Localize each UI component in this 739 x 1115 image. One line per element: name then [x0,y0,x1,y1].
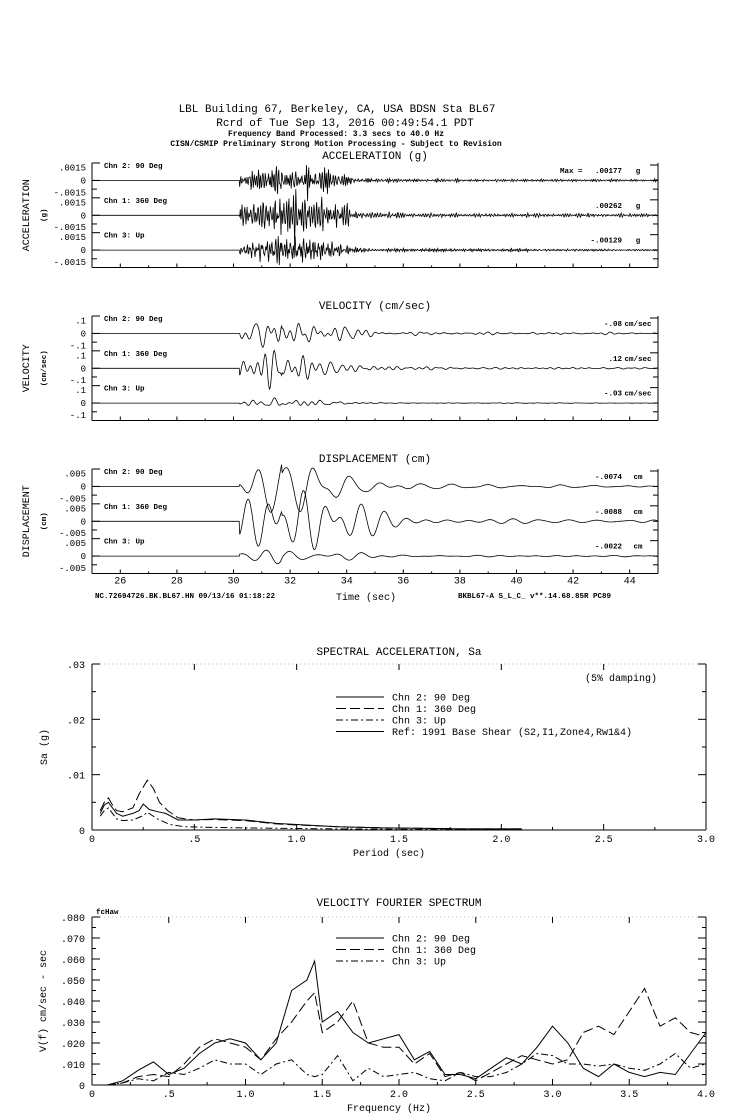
y-tick-label: 0 [78,827,85,838]
max-value: .00262 [594,202,622,211]
y-tick-label: -.0015 [53,223,86,234]
series-line-2 [92,988,706,1085]
y-tick-label: .005 [64,504,86,515]
max-unit: cm/sec [624,390,652,399]
waveform-chn3 [92,550,657,564]
header-record-time: Rcrd of Tue Sep 13, 2016 00:49:54.1 PDT [216,118,474,130]
y-tick-label: .005 [64,539,86,550]
y-tick-label: .1 [75,386,86,397]
y-tick-label: 0 [80,246,86,257]
y-tick-label: .01 [66,771,85,783]
x-axis-label: Time (sec) [335,593,397,604]
y-tick-label: -.0015 [53,258,86,268]
waveform-chn2 [92,465,657,513]
fourier-annotation: fcHaw [96,909,119,917]
y-axis-label: DISPLACEMENT [22,485,33,558]
y-tick-label: .0015 [58,198,86,209]
header-station: LBL Building 67, Berkeley, CA, USA BDSN Sta BL67 [178,104,496,116]
max-unit: g [635,237,641,246]
max-unit: cm [633,474,643,482]
waveform-chn1 [92,491,657,550]
x-tick-label: 28 [170,576,183,588]
channel-label: Chn 1: 360 Deg [104,197,168,206]
waveform-chn3 [92,236,657,265]
y-axis-label: Sa (g) [40,728,51,766]
x-tick-label: 3.0 [696,835,716,846]
max-value: .00177 [594,168,622,176]
y-tick-label: 0 [80,176,86,187]
x-tick-label: 30 [227,576,240,588]
x-tick-label: 38 [453,576,466,588]
x-tick-label: 2.0 [389,1090,409,1101]
header-processing-note: CISN/CSMIP Preliminary Strong Motion Processing - Subject to Revision [170,140,502,149]
y-tick-label: 0 [80,517,86,528]
y-tick-label: -.1 [69,411,86,421]
y-tick-label: .0015 [58,163,86,174]
y-tick-label: .070 [60,935,85,946]
x-tick-label: 2.5 [594,835,613,846]
max-value: -.0074 [594,474,622,482]
panel-title: DISPLACEMENT (cm) [318,454,432,466]
panel-title: VELOCITY (cm/sec) [318,301,432,313]
damping-annotation: (5% damping) [584,674,657,685]
x-tick-label: 1.0 [287,835,306,846]
y-tick-label: .03 [66,661,85,672]
x-tick-label: 26 [114,576,127,588]
y-tick-label: .010 [60,1061,85,1072]
y-tick-label: 0 [80,364,86,375]
max-unit: g [635,168,641,176]
x-tick-label: 1.0 [236,1090,255,1101]
y-tick-label: 0 [80,552,86,563]
y-axis-unit: (cm/sec) [41,350,49,387]
y-tick-label: .02 [66,716,85,728]
x-tick-label: 0 [88,1090,96,1101]
max-value: .12 [608,355,622,364]
y-tick-label: -.005 [58,529,86,540]
y-tick-label: .060 [60,956,85,967]
max-unit: g [635,202,641,211]
legend-label: Ref: 1991 Base Shear (S2,I1,Zone4,Rw1&4) [392,728,633,739]
y-tick-label: .050 [60,977,85,988]
waveform-chn2 [92,323,657,347]
channel-label: Chn 3: Up [104,385,145,394]
chart-title: SPECTRAL ACCELERATION, Sa [316,647,482,659]
y-tick-label: 0 [80,329,86,340]
x-tick-label: 2.5 [466,1090,485,1101]
legend-label: Chn 3: Up [392,957,447,969]
max-value: -.03 [603,390,622,399]
max-value: -.0022 [594,543,622,552]
y-tick-label: 0 [80,399,86,410]
y-axis-label: V(f) cm/sec - sec [39,949,50,1053]
channel-label: Chn 3: Up [104,538,145,547]
max-unit: cm [633,508,643,517]
x-tick-label: .5 [188,835,201,846]
y-tick-label: 0 [80,482,86,493]
y-tick-label: .040 [60,998,85,1009]
header-frequency-band: Frequency Band Processed: 3.3 secs to 40.0 Hz [227,130,445,139]
x-tick-label: 2.0 [492,835,511,846]
x-tick-label: 32 [284,576,297,588]
waveform-chn1 [92,189,657,246]
footer-version: BKBL67-A S_L_C_ v**.14.68.85R PC89 [458,593,612,601]
y-tick-label: .030 [60,1019,85,1030]
waveform-chn3 [92,398,657,405]
legend-label: Chn 1: 360 Deg [392,946,477,957]
max-unit: cm/sec [624,355,652,364]
max-unit: cm/sec [624,321,652,329]
y-tick-label: -.1 [69,376,86,387]
x-tick-label: .5 [162,1090,175,1101]
y-tick-label: -.005 [58,564,86,574]
y-tick-label: .1 [75,351,86,362]
y-tick-label: .005 [64,469,86,480]
y-tick-label: .1 [75,316,86,327]
x-tick-label: 42 [567,576,580,588]
panel-title: ACCELERATION (g) [322,151,428,163]
waveform-chn1 [92,350,657,389]
max-value: -.08 [603,321,622,329]
channel-label: Chn 2: 90 Deg [104,469,163,477]
y-tick-label: -.0015 [53,188,86,199]
x-tick-label: 1.5 [389,835,409,846]
y-tick-label: -.1 [69,341,86,352]
x-tick-label: 0 [88,835,96,846]
chart-title: VELOCITY FOURIER SPECTRUM [316,898,482,910]
footer-record-id: NC.72694726.BK.BL67.HN 09/13/16 01:18:22 [95,593,276,601]
x-tick-label: 34 [340,576,353,588]
y-tick-label: 0 [78,1082,85,1093]
y-axis-unit: (cm) [41,512,49,531]
legend-label: Chn 2: 90 Deg [392,934,471,946]
legend-label: Chn 3: Up [392,716,447,728]
x-tick-label: 40 [510,576,523,588]
max-prefix: Max = [560,168,583,176]
channel-label: Chn 2: 90 Deg [104,316,163,324]
x-axis-label: Period (sec) [352,849,426,860]
max-value: -.0088 [594,508,622,517]
y-tick-label: 0 [80,211,86,222]
y-tick-label: .0015 [58,233,86,244]
legend-label: Chn 1: 360 Deg [392,705,477,716]
legend-label: Chn 2: 90 Deg [392,693,471,705]
y-tick-label: .080 [60,914,85,925]
channel-label: Chn 1: 360 Deg [104,503,168,512]
x-axis-label: Frequency (Hz) [346,1104,432,1115]
y-axis-label: VELOCITY [22,344,33,393]
x-tick-label: 44 [623,576,636,588]
channel-label: Chn 3: Up [104,232,145,241]
max-unit: cm [633,543,643,552]
x-tick-label: 4.0 [696,1090,716,1101]
series-line-3 [100,808,522,830]
y-tick-label: -.005 [58,494,86,505]
series-line-1 [92,961,706,1085]
x-tick-label: 1.5 [313,1090,332,1101]
series-line-1 [100,802,522,829]
x-tick-label: 3.5 [620,1090,639,1101]
y-tick-label: .020 [60,1040,85,1051]
x-tick-label: 3.0 [543,1090,562,1101]
channel-label: Chn 1: 360 Deg [104,350,168,359]
x-tick-label: 36 [397,576,410,588]
y-axis-unit: (g) [41,208,49,223]
max-value: -.00129 [590,237,622,246]
channel-label: Chn 2: 90 Deg [104,163,163,171]
y-axis-label: ACCELERATION [22,179,33,252]
